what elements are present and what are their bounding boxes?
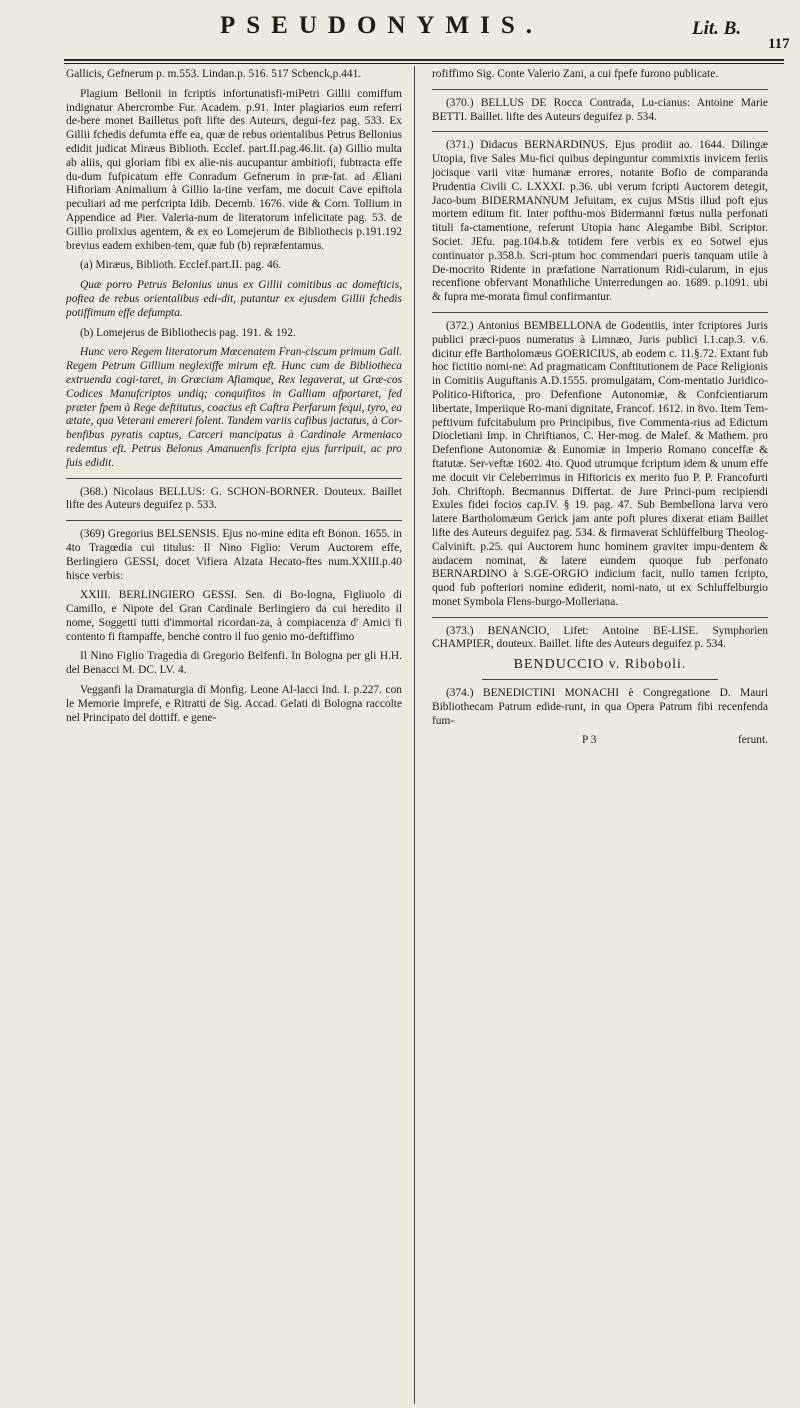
title-line: Il Nino Figlio Tragedia di Gregorio Belfenfi. In Bologna per gli H.H. del Benacci M. DC. LV. 4. — [66, 650, 402, 677]
entry-rule — [482, 679, 717, 680]
entry-rule — [432, 131, 768, 132]
entry-rule — [432, 312, 768, 313]
signature-line — [432, 734, 768, 748]
entry-rule — [66, 478, 402, 479]
quotation: Hunc vero Regem literatorum Mœcenatem Fran-ciscum primum Gall. Regem Petrum Gillium neglexiffe mirum eft. Hunc cum de Bibliotheca extruenda cogi-taret, in Græciam Afiamque, Rex legaverat, ut Græ-cos Codices Manufcriptos undiq; conquifitos in Galliam afportaret, fed præter fpem à Rege deftitutus, coactus eft Caftra Perfarum fequi, tyro, ea ætate, qua Veterani emereri folent. Tandem variis cafibus jactatus, à Cor-benfibus pyratis captus, Carceri mancipatus à Cardinale Armeniaco redemtus eft. Petrus Belonus Amanuenfis fcripta ejus furripuit, ac pro fuis edidit. — [66, 346, 402, 469]
entry-369: (369) Gregorius BELSENSIS. Ejus no-mine edita eft Bonon. 1655. in 4to Tragœdia cui titulus: Il Nino Figlio: Verum Auctorem effe, Berlingiero GESSI, docet Vifiera Alzata Hecato-ftes num.XXIII.p.40 hisce verbis: — [66, 528, 402, 582]
left-column — [66, 68, 402, 731]
entry-371: (371.) Didacus BERNARDINUS. Ejus prodiit ao. 1644. Dilingæ Utopia, five Sales Mu-fici quibus depinguntur commixtis invicem feriis jocisque varii vitæ humanæ errores, notante Bofio de comparanda Prudentia Civili C. LXXXI. p.36. ubi verum fcripti Auctorem detegit, Jaco-bum BIDERMANNUM Jefuitam, ex cujus MStis illud poft ejus mortem editum fit. Inter pofthu-mos Bidermanni fœtus nulla perfonati tituli fa-ctamentione, referunt Utopia hanc Alegambe Bibl. Scriptor. Societ. JEfu. pag.104.b.& totidem fere verbis ex eo Sotwel ejus continuator p.358.b. Scri-ptum hoc commendari pueris tanquam utile à De-mocrito Ridente in præfatione Narrationum Ridi-cularum, in ejus recenfione obfervant Monathliche Unterredungen ao. 1689. p.1091. ubi & fupra me-morata fimul confirmantur. — [432, 139, 768, 304]
signature-mark: P 3 — [582, 734, 597, 747]
entry-373: (373.) BENANCIO, Lifet: Antoine BE-LISE. Symphorien CHAMPIER, douteux. Baillet. lifte des Auteurs deguifez p. 534. — [432, 624, 768, 651]
section-mark: Lit. B. — [692, 18, 742, 39]
catchword: ferunt. — [737, 734, 768, 747]
entry-372: (372.) Antonius BEMBELLONA de Godentiis, inter fcriptores Juris publici præci-puos numeratus à Limnæo, Juris publici l.1.cap.3. v.6. dicitur effe Bartholomæus GOERICIUS, ab eodem c. 11.§.72. Extant fub hoc fictitio nomi-ne: Ad pragmaticam Conftitutionem de Pace Religionis in Comitiis Auguftanis A.D.1555. promulgatam, Com-mentatio Juridico-Politico-Hiftorica, pro Defenfione Autonomiæ, & Confcientiarum libertate, Imperiique Ro-mani dignitate, Francof. 1612. in 8vo. Item Tem-peftivum fufcitabulum pro Principibus, five Commenta-rius ad Edictum Diocletiani Imp. in Chriftianos, C. Her-mog. de Malef. & Mathem. pro Defenfione Autonomiæ & Eunomiæ in Imperio Romano conceffæ & ftatutæ. Ser-veftæ 1602. 4to. Quod utrumque fcriptum idem & unum effe me docuit vir Celeberrimus in Hiftoricis ex merito fuo P. P. Francofurti Joh. Chriftoph. Becmannus Differtat. de Jure Princi-pum recipiendi Exules fidei focios cap.IV. § 19. pag. 47. Sub Bembellona larva vero latere Bartholomæum Gerick jam ante poft plures dixerat etiam Baillet lifte des Auteurs deguifez pag. 534. & firmaverat Schlüffelburg Theolog-Calvinift. p.25. qui Auctorem hunc hominem graviter impu-dentem & audacem nominat, & latere eundem quoque fub perfonato BERNARDINO à S.GE-ORGIO indicium facit, nullo tamen fcripto, quod fub pofteriori nomine ediderit, nomi-nato, ut ex Schluffelburgio monet Symbola Flens-burgo-Molleriana. — [432, 319, 768, 608]
quotation: XXIII. BERLINGIERO GESSI. Sen. di Bo-logna, Figliuolo di Camillo, e Nipote del Gran Cardinale Berlingiero da cui heredito il nome, Soggetti tutti d'immortal ricordan-za, à compiacenza d' Amici fi contento fi ftampaffe, benche contro il fuo genio mo-deftiffimo — [66, 589, 402, 643]
cross-reference-heading: BENDUCCIO v. Riboboli. — [513, 657, 687, 673]
right-column — [432, 68, 768, 754]
running-title: PSEUDONYMIS. — [220, 12, 543, 39]
header-rule-thin — [64, 63, 784, 64]
page-number: 117 — [768, 36, 790, 52]
entry-370: (370.) BELLUS DE Rocca Contrada, Lu-cianus: Antoine Marie BETTI. Baillet. lifte des Auteurs deguifez p. 534. — [432, 96, 768, 123]
entry-text: Gallicis, Gefnerum p. m.553. Lindan.p. 516. 517 Scbenck,p.441. — [66, 68, 362, 80]
entry-text: Plagium Bellonii in fcriptis infortunatisfi-miPetri Gillii comiffum indignatur Abercrombe Fur. Academ. p.91. Inter plagiarios eum referri de-bere monet Bailletus poft lifte des Auteurs, degui-fez pag. 533. Ex Gillii fchedis defumta effe ea, quæ de rebus orientalibus Petrus Bellonius edidit judicat Miræus Biblioth. Ecclef. part.II.pag.46.lit. (a) Gillio multa ab aliis, qui gloriam fibi ex alie-nis aucupantur ambitiofi, fubtracta effe du-dum fufpicatum effe Conradum Gefnerum in præ-fat. ad Æliani Hiftoriam Animalium à Gillio la-tine verfam, me docuit Cave epiftola peculiari ad me perfcripta Idib. Decemb. 1676. vide & Corn. Tollium in Appendice ad Pier. Valeria-num de literatorum infelicitate pag. 53. de Gillio prolixius agentem, & ex eo Lomejerum de Bibliothecis p.191.192 brevius eadem exhiben-tem, quæ fub (b) repræfentamus. — [66, 87, 402, 252]
footnote: (a) Miræus, Biblioth. Ecclef.part.II. pag. 46. — [80, 259, 282, 272]
entry-text: Vegganfi la Dramaturgia di Monfig. Leone Al-lacci Ind. I. p.227. con le Memorie Imprefe, e Ritratti de Sig. Accad. Gelati di Bologna raccolte nel Principato del dottiff. e gene- — [66, 684, 402, 724]
entry-text: rofiffimo Sig. Conte Valerio Zani, a cui fpefe furono publicate. — [432, 68, 719, 80]
entry-rule — [432, 89, 768, 90]
header-rule — [64, 59, 784, 61]
entry-rule — [66, 520, 402, 521]
entry-368: (368.) Nicolaus BELLUS: G. SCHON-BORNER. Douteux. Baillet lifte des Auteurs deguifez p. 533. — [66, 485, 402, 512]
quotation: Quæ porro Petrus Belonius unus ex Gillii comitibus ac domefticis, poftea de rebus orientalibus edi-dit, putantur ex ejusdem Gillii fchedis potiffimum effe defumpta. — [66, 279, 402, 319]
footnote: (b) Lomejerus de Bibliothecis pag. 191. & 192. — [80, 326, 296, 339]
entry-374: (374.) BENEDICTINI MONACHI è Congregatione D. Mauri Bibliothecam Patrum edide-runt, in qua Opera Patrum fibi recenfenda fum- — [432, 687, 768, 727]
page-header — [0, 6, 800, 56]
entry-rule — [432, 617, 768, 618]
column-divider — [414, 66, 415, 1404]
